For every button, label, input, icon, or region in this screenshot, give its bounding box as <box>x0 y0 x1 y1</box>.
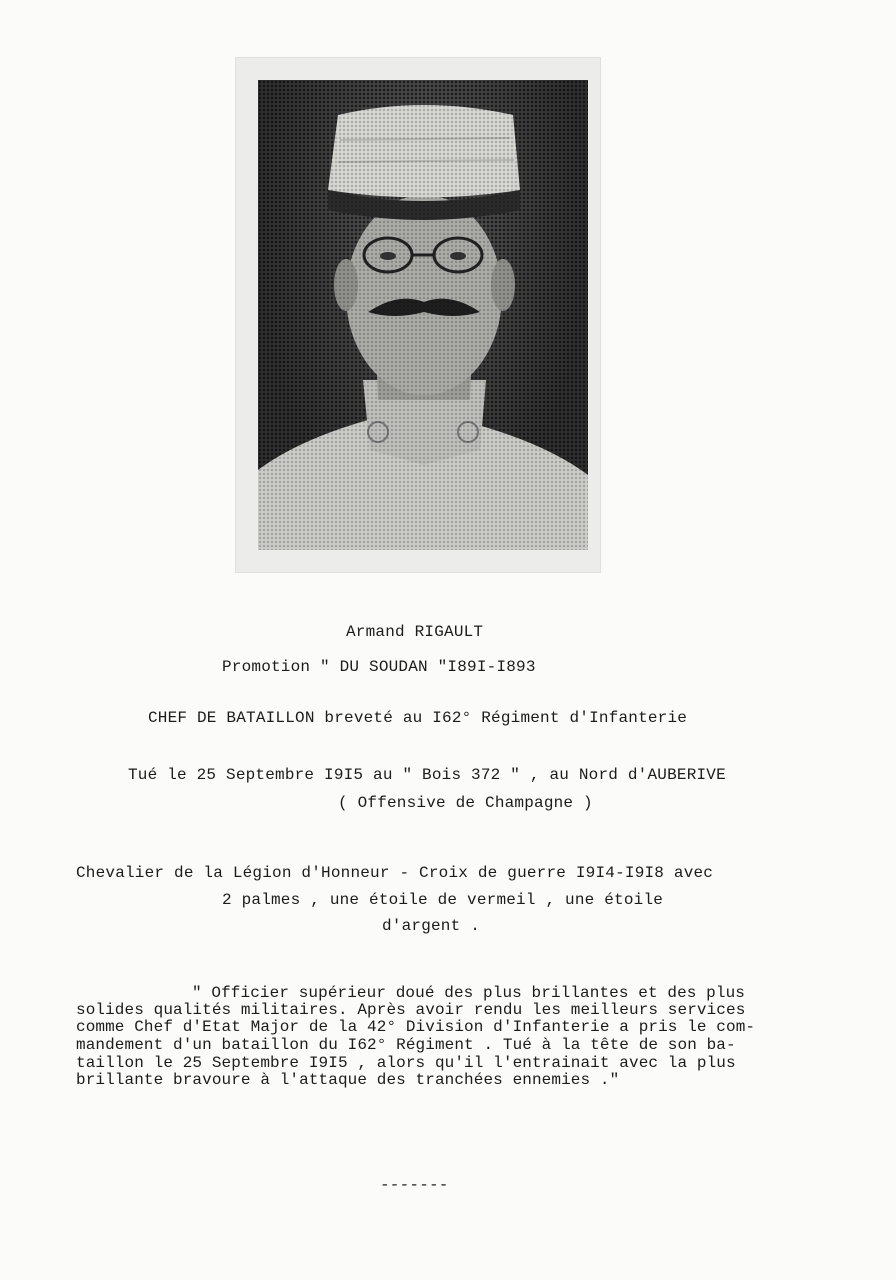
portrait-image <box>258 80 588 550</box>
death-line-1: Tué le 25 Septembre I9I5 au " Bois 372 " , au Nord d'AUBERIVE <box>128 766 726 784</box>
honours-line-2: 2 palmes , une étoile de vermeil , une étoile <box>222 891 664 909</box>
citation-line-2: solides qualités militaires. Après avoir rendu les meilleurs services <box>76 1001 746 1019</box>
death-line-2: ( Offensive de Champagne ) <box>338 794 593 812</box>
citation-line-3: comme Chef d'Etat Major de la 42° Division d'Infanterie a pris le com- <box>76 1018 756 1036</box>
promotion-line: Promotion " DU SOUDAN "I89I-I893 <box>222 658 536 676</box>
portrait-photo <box>258 80 588 550</box>
rank-line: CHEF DE BATAILLON breveté au I62° Régiment d'Infanterie <box>148 709 688 727</box>
citation-line-1: " Officier supérieur doué des plus brillantes et des plus <box>192 984 745 1002</box>
citation-line-6: brillante bravoure à l'attaque des tranchées ennemies ." <box>76 1071 620 1089</box>
citation-line-4: mandement d'un bataillon du I62° Régiment . Tué à la tête de son ba- <box>76 1036 736 1054</box>
citation-line-5: taillon le 25 Septembre I9I5 , alors qu'il l'entrainait avec la plus <box>76 1054 736 1072</box>
separator: ------- <box>380 1176 449 1194</box>
honours-line-1: Chevalier de la Légion d'Honneur - Croix de guerre I9I4-I9I8 avec <box>76 864 714 882</box>
officer-name: Armand RIGAULT <box>346 623 484 641</box>
honours-line-3: d'argent . <box>382 917 481 935</box>
portrait-photo-frame <box>236 58 600 572</box>
